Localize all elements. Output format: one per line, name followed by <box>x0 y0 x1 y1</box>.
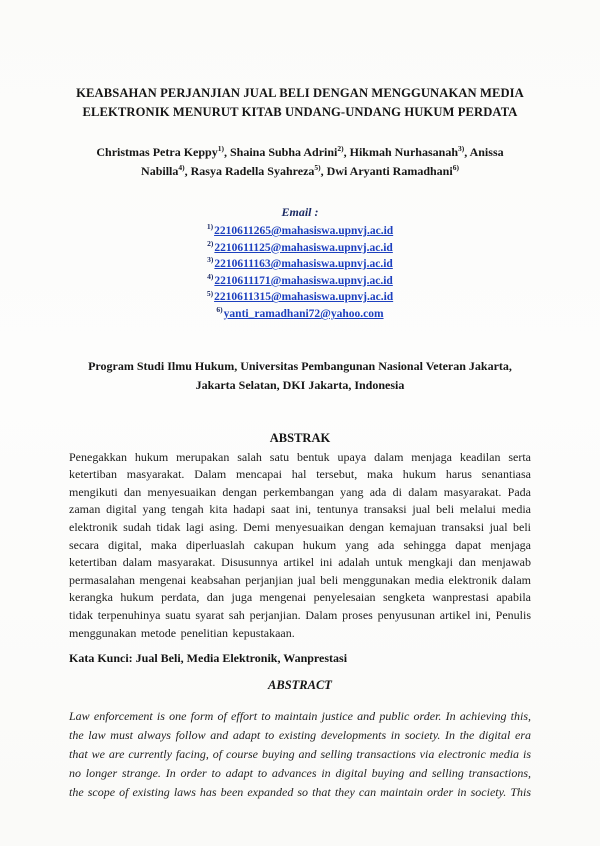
email-list <box>69 223 531 323</box>
abstrak-heading: ABSTRAK <box>269 430 331 445</box>
email-item <box>69 289 531 306</box>
keywords-line: Kata Kunci: Jual Beli, Media Elektronik, Wanprestasi <box>69 651 348 666</box>
author-superscript: 1) <box>217 144 224 153</box>
email-superscript: 2) <box>207 238 214 248</box>
email-item <box>69 306 531 323</box>
paper-title-line-1: KEABSAHAN PERJANJIAN JUAL BELI DENGAN MENGGUNAKAN MEDIA <box>76 86 524 100</box>
email-superscript: 6) <box>216 305 223 315</box>
author <box>230 145 350 159</box>
email-link[interactable]: yanti_ramadhani72@yahoo.com <box>223 307 384 320</box>
email-item <box>69 256 531 273</box>
email-superscript: 5) <box>206 288 214 298</box>
abstrak-body: Penegakkan hukum merupakan salah satu bentuk upaya dalam menjaga keadilan serta ketertiban masyarakat. Dalam mencapai hal tersebut, maka hukum harus senantiasa mengikuti dan menyesuaikan dengan perkembangan yang ada di dalam masyarakat. Pada zaman digital yang tengah kita hadapi saat ini, tentunya transaksi jual beli melalui media elektronik sudah tidak lagi asing. Demi menyesuaikan dengan kemajuan transaksi jual beli secara digital, maka diperluaslah cakupan hukum yang ada sehingga dapat menjaga ketertiban dalam masyarakat. Disusunnya artikel ini adalah untuk mengkaji dan menjawab permasalahan mengenai keabsahan perjanjian jual beli menggunakan media elektronik dalam kerangka hukum perdata, dan juga mengenai penyelesaian sengketa wanprestasi apabila tidak terpenuhinya suatu syarat sah perjanjian. Dalam proses penyusunan artikel ini, Penulis menggunakan metode penelitian kepustakaan. <box>69 449 531 640</box>
author <box>96 145 230 159</box>
author-superscript: 3) <box>458 144 465 153</box>
abstract-en-body: Law enforcement is one form of effort to maintain justice and public order. In achieving this, the law must always follow and adapt to existing developments in society. In the digital era that we are currently facing, of course buying and selling transactions via electronic media is no longer strange. In order to adapt to advances in digital buying and selling transactions, the scope of existing laws has been expanded so that they can maintain order in society. This <box>69 709 531 800</box>
email-item <box>69 240 531 257</box>
email-superscript: 1) <box>206 222 214 232</box>
author-separator: , <box>223 145 230 159</box>
author-name: Anissa Nabilla <box>141 145 504 178</box>
authors-line <box>74 143 526 181</box>
email-item <box>69 223 531 240</box>
author-superscript: 2) <box>337 144 344 153</box>
author-separator: , <box>320 164 327 178</box>
email-link[interactable]: 2210611163@mahasiswa.upnvj.ac.id <box>214 258 393 271</box>
author <box>191 164 327 178</box>
author-name: Hikmah Nurhasanah <box>349 145 458 159</box>
email-superscript: 3) <box>207 255 214 265</box>
email-heading: Email : <box>281 205 319 219</box>
author-separator: , <box>343 145 350 159</box>
author <box>327 164 459 178</box>
abstract-en-heading: ABSTRACT <box>268 678 332 693</box>
email-item <box>69 273 531 290</box>
author-separator: , <box>184 164 191 178</box>
affiliation-line-2: Jakarta Selatan, DKI Jakarta, Indonesia <box>195 377 405 392</box>
affiliation-line-1: Program Studi Ilmu Hukum, Universitas Pembangunan Nasional Veteran Jakarta, <box>88 358 512 373</box>
email-link[interactable]: 2210611315@mahasiswa.upnvj.ac.id <box>214 291 394 304</box>
author-superscript: 6) <box>452 163 459 172</box>
author-separator: , <box>464 145 470 159</box>
email-superscript: 4) <box>207 271 214 281</box>
author <box>350 145 470 159</box>
author-name: Dwi Aryanti Ramadhani <box>326 164 453 178</box>
email-link[interactable]: 2210611125@mahasiswa.upnvj.ac.id <box>214 241 393 254</box>
paper-title <box>69 84 531 122</box>
paper-title-line-2: ELEKTRONIK MENURUT KITAB UNDANG-UNDANG HUKUM PERDATA <box>82 105 518 119</box>
affiliation <box>69 357 531 395</box>
email-link[interactable]: 2210611171@mahasiswa.upnvj.ac.id <box>214 274 393 287</box>
author-name: Rasya Radella Syahreza <box>190 164 315 178</box>
author-name: Shaina Subha Adrini <box>229 145 338 159</box>
author-name: Christmas Petra Keppy <box>96 145 218 159</box>
author-superscript: 5) <box>314 163 321 172</box>
author-superscript: 4) <box>178 163 185 172</box>
email-link[interactable]: 2210611265@mahasiswa.upnvj.ac.id <box>214 225 394 237</box>
